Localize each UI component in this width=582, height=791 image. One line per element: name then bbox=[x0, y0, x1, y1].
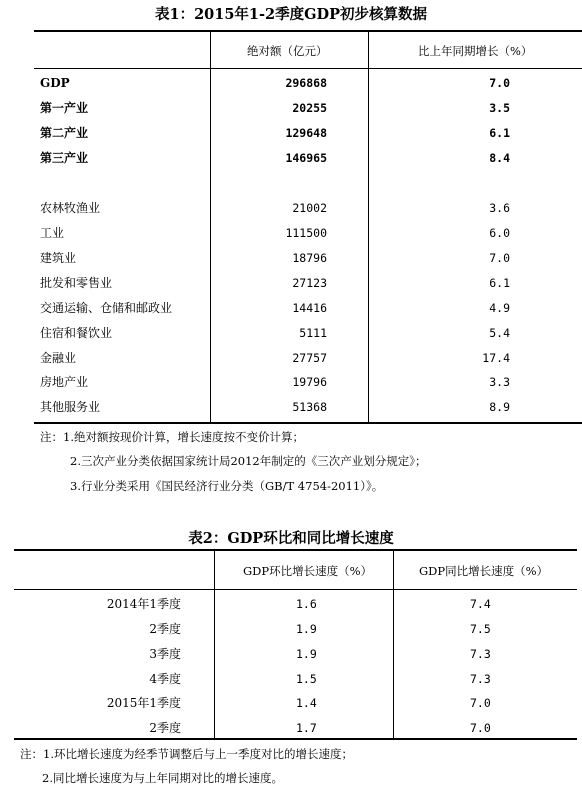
table2-row-yoy: 7.5 bbox=[470, 622, 491, 636]
table1-row-label: 批发和零售业 bbox=[40, 276, 113, 290]
table1-row-label: GDP bbox=[40, 76, 70, 90]
table1-row-value: 21002 bbox=[292, 201, 327, 215]
table2-row-label: 2季度 bbox=[149, 721, 181, 735]
table1-row-value: 5111 bbox=[299, 326, 327, 340]
table2-row-label: 2015年1季度 bbox=[106, 696, 181, 710]
table2-title: 表2：GDP环比和同比增长速度 bbox=[188, 530, 394, 547]
table1-row-growth: 5.4 bbox=[489, 326, 510, 340]
table1-row-growth: 3.6 bbox=[489, 201, 510, 215]
table1-row-growth: 6.1 bbox=[489, 276, 510, 290]
table2-note: 2.同比增长速度为与上年同期对比的增长速度。 bbox=[42, 771, 283, 785]
table2-header-yoy: GDP同比增长速度（%） bbox=[419, 564, 549, 578]
table1-row-value: 27757 bbox=[292, 351, 327, 365]
table1-row-label: 住宿和餐饮业 bbox=[40, 326, 113, 340]
table1-row-value: 19796 bbox=[292, 375, 327, 389]
table1-top-border bbox=[34, 30, 582, 32]
table1-row-label: 第二产业 bbox=[40, 126, 89, 140]
table2-column-divider bbox=[214, 550, 215, 739]
table2-bottom-border bbox=[14, 738, 577, 740]
table1-row-label: 工业 bbox=[40, 226, 65, 240]
table1-row-value: 129648 bbox=[285, 126, 327, 140]
table1-note: 2.三次产业分类依据国家统计局2012年制定的《三次产业划分规定》； bbox=[70, 454, 427, 468]
table1-row-growth: 7.0 bbox=[489, 251, 510, 265]
table1-title: 表1：2015年1-2季度GDP初步核算数据 bbox=[154, 6, 427, 23]
table1-row-label: 其他服务业 bbox=[40, 400, 101, 414]
table2-row-yoy: 7.0 bbox=[470, 696, 491, 710]
table2-row-qoq: 1.7 bbox=[296, 721, 317, 735]
table1-column-divider bbox=[368, 31, 369, 423]
table2-note: 注：1.环比增长速度为经季节调整后与上一季度对比的增长速度； bbox=[20, 747, 353, 761]
table1-row-label: 农林牧渔业 bbox=[40, 201, 101, 215]
table1-row-value: 20255 bbox=[292, 101, 327, 115]
table2-row-qoq: 1.9 bbox=[296, 622, 317, 636]
table1-header-divider bbox=[34, 68, 582, 69]
table1-header-value: 绝对额（亿元） bbox=[247, 44, 328, 58]
table1-row-label: 第三产业 bbox=[40, 151, 89, 165]
table2-header-qoq: GDP环比增长速度（%） bbox=[243, 564, 373, 578]
table2-row-label: 2季度 bbox=[149, 622, 181, 636]
table2-row-qoq: 1.4 bbox=[296, 696, 317, 710]
table1-row-growth: 3.5 bbox=[489, 101, 510, 115]
table1-row-growth: 8.4 bbox=[489, 151, 510, 165]
table1-row-label: 房地产业 bbox=[40, 375, 89, 389]
table1-row-label: 金融业 bbox=[40, 351, 77, 365]
table1-row-value: 146965 bbox=[285, 151, 327, 165]
table1-row-value: 14416 bbox=[292, 301, 327, 315]
table1-row-label: 交通运输、仓储和邮政业 bbox=[40, 301, 173, 315]
table1-note: 3.行业分类采用《国民经济行业分类（GB/T 4754-2011）》。 bbox=[70, 479, 384, 493]
table2-row-qoq: 1.6 bbox=[296, 597, 317, 611]
table2-header-divider bbox=[14, 589, 577, 590]
table2-column-divider bbox=[393, 550, 394, 739]
table1-row-growth: 7.0 bbox=[489, 76, 510, 90]
table1-row-label: 建筑业 bbox=[40, 251, 77, 265]
table2-row-yoy: 7.0 bbox=[470, 721, 491, 735]
table1-row-value: 111500 bbox=[285, 226, 327, 240]
table2-row-label: 4季度 bbox=[149, 672, 181, 686]
table2-row-qoq: 1.5 bbox=[296, 672, 317, 686]
table2-row-yoy: 7.3 bbox=[470, 672, 491, 686]
table1-row-value: 296868 bbox=[285, 76, 327, 90]
table2-row-label: 3季度 bbox=[149, 647, 181, 661]
table1-row-growth: 8.9 bbox=[489, 400, 510, 414]
table1-row-label: 第一产业 bbox=[40, 101, 89, 115]
table1-row-value: 27123 bbox=[292, 276, 327, 290]
table1-row-growth: 4.9 bbox=[489, 301, 510, 315]
table1-row-value: 51368 bbox=[292, 400, 327, 414]
table1-row-growth: 3.3 bbox=[489, 375, 510, 389]
table1-note: 注：1.绝对额按现价计算，增长速度按不变价计算； bbox=[40, 430, 304, 444]
table1-row-growth: 6.0 bbox=[489, 226, 510, 240]
table2-top-border bbox=[14, 549, 577, 551]
table1-header-growth: 比上年同期增长（%） bbox=[418, 44, 533, 58]
table1-row-growth: 17.4 bbox=[482, 351, 510, 365]
table2-row-qoq: 1.9 bbox=[296, 647, 317, 661]
table2-row-yoy: 7.3 bbox=[470, 647, 491, 661]
table1-row-value: 18796 bbox=[292, 251, 327, 265]
table2-row-label: 2014年1季度 bbox=[106, 597, 181, 611]
table1-bottom-border bbox=[34, 422, 582, 424]
table1-column-divider bbox=[210, 31, 211, 423]
table1-row-growth: 6.1 bbox=[489, 126, 510, 140]
table2-row-yoy: 7.4 bbox=[470, 597, 491, 611]
